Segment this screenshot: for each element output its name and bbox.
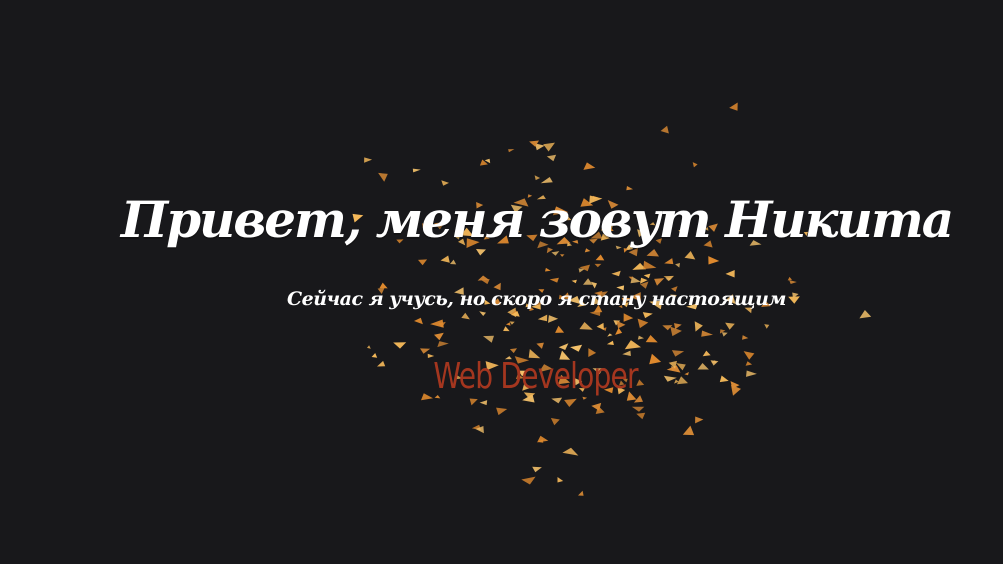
confetti-particle [695,417,703,424]
confetti-particle [643,312,653,318]
confetti-particle [496,408,507,416]
confetti-particle [476,249,486,256]
confetti-particle [551,398,562,404]
confetti-particle [550,278,559,283]
confetti-particle [418,259,427,265]
confetti-particle [441,180,449,186]
confetti-particle [726,270,735,278]
confetti-particle [508,149,514,152]
confetti-particle [450,260,456,265]
confetti-particle [579,322,592,330]
confetti-particle [632,407,645,412]
confetti-particle [430,320,444,328]
confetti-particle [693,162,698,167]
confetti-particle [675,263,680,268]
confetti-particle [441,256,450,263]
confetti-particle [480,400,488,405]
confetti-particle [764,324,769,329]
confetti-particle [638,319,649,329]
confetti-particle [535,175,541,180]
confetti-particle [789,280,797,284]
confetti-particle [742,335,748,340]
confetti-particle [654,278,664,286]
confetti-particle [434,333,444,341]
confetti-particle [510,348,517,353]
confetti-particle [461,313,470,320]
confetti-particle [479,311,486,316]
confetti-particle [538,315,547,322]
confetti-particle [558,477,564,483]
confetti-particle [683,426,694,436]
confetti-particle [646,335,658,342]
confetti-particle [483,336,494,343]
confetti-particle [583,162,595,170]
confetti-particle [596,255,605,261]
confetti-particle [521,477,535,485]
confetti-particle [725,323,735,330]
confetti-particle [364,157,372,162]
confetti-particle [615,328,622,335]
confetti-particle [548,315,558,323]
confetti-particle [644,274,651,279]
confetti-particle [414,318,423,325]
confetti-particle [611,271,620,277]
confetti-particle [664,276,674,281]
confetti-particle [788,277,792,281]
confetti-particle [506,322,511,325]
confetti-particle [607,333,612,336]
confetti-particle [708,256,719,264]
confetti-particle [367,345,371,348]
confetti-particle [560,254,565,257]
confetti-particle [532,467,542,473]
confetti-particle [595,264,602,267]
confetti-particle [695,321,703,331]
confetti-particle [685,251,696,260]
confetti-particle [597,323,604,330]
confetti-particle [562,448,578,456]
confetti-particle [551,418,560,425]
confetti-particle [570,345,582,352]
confetti-particle [664,258,673,264]
confetti-particle [378,173,388,182]
confetti-particle [437,341,449,347]
confetti-particle [647,249,660,257]
confetti-particle [503,326,510,331]
confetti-particle [701,331,713,337]
page-title: Привет, меня зовут Никита [120,190,953,249]
confetti-particle [393,342,406,348]
confetti-particle [729,103,738,111]
hero-role: Web Developer [433,356,638,397]
confetti-particle [543,143,555,152]
confetti-particle [541,177,553,183]
confetti-particle [607,341,614,345]
confetti-particle [413,169,421,173]
hero-subtitle: Сейчас я учусь, но скоро я стану настоящим [287,288,786,310]
confetti-particle [551,251,559,256]
confetti-particle [555,326,564,333]
confetti-particle [578,491,584,496]
confetti-particle [661,126,669,134]
confetti-particle [859,310,871,318]
confetti-particle [638,336,644,340]
confetti-particle [582,397,587,400]
confetti-particle [536,343,544,349]
confetti-particle [625,340,641,349]
confetti-particle [583,278,593,285]
confetti-particle [478,276,490,281]
confetti-particle [636,413,645,420]
confetti-particle [420,348,430,353]
confetti-particle [545,268,551,272]
confetti-particle [722,332,728,336]
confetti-particle [470,399,478,406]
confetti-particle [572,280,577,283]
confetti-particle [674,323,682,329]
confetti-particle [564,399,577,407]
confetti-particle [559,343,569,350]
confetti-particle [510,321,515,324]
confetti-particle [547,155,556,162]
confetti-particle [624,313,634,321]
confetti-particle [643,261,656,269]
confetti-particle [616,321,625,329]
